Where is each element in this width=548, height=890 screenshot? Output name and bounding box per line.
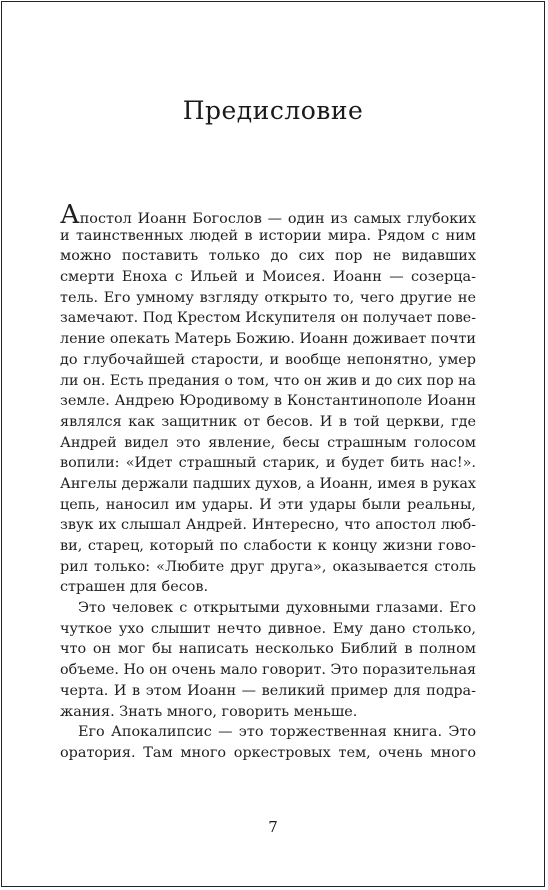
text-line: что он мог бы написать несколько Библий в полном xyxy=(60,641,476,658)
text-line: ление опекать Матерь Божию. Иоанн доживает почти xyxy=(60,331,476,348)
text-line: ли он. Есть предания о том, что он жив и до сих пор на xyxy=(60,372,476,389)
text-line: смерти Еноха с Ильей и Моисея. Иоанн — созерца- xyxy=(60,269,476,286)
text-line: являлся как защитник от бесов. И в той церкви, где xyxy=(60,413,476,430)
text-line: тель. Его умному взгляду открыто то, чего другие не xyxy=(60,289,476,306)
text-line: объеме. Но он очень мало говорит. Это поразительная xyxy=(60,662,476,679)
text-line: земле. Андрею Юродивому в Константинополе Иоанн xyxy=(60,393,476,410)
page-number: 7 xyxy=(268,818,278,836)
text-line: Ангелы держали падших духов, а Иоанн, имея в руках xyxy=(60,475,476,492)
book-page xyxy=(1,1,545,887)
text-line: чуткое ухо слышит нечто дивное. Ему дано столько, xyxy=(60,620,476,637)
text-line: Это человек с открытыми духовными глазами. Его xyxy=(78,600,476,617)
text-line: и таинственных людей в истории мира. Рядом с ним xyxy=(60,227,476,244)
text-line: можно поставить только до сих пор не видавших xyxy=(60,248,476,265)
body-text xyxy=(60,200,476,764)
text-line: ви, старец, который по слабости к концу жизни гово- xyxy=(60,538,476,554)
text-line: черта. И в этом Иоанн — великий пример для подра- xyxy=(60,682,476,699)
text-line: оратория. Там много оркестровых тем, очень много xyxy=(60,744,476,761)
text-line: страшен для бесов. xyxy=(60,579,209,596)
text-line: вопили: «Идет страшный старик, и будет бить нас!». xyxy=(60,455,476,472)
text-line: до глубочайшей старости, и вообще непонятно, умер xyxy=(60,351,476,368)
chapter-title: Предисловие xyxy=(182,96,364,125)
text-line: замечают. Под Крестом Искупителя он получает пове- xyxy=(60,310,476,327)
first-letter: А xyxy=(60,200,80,230)
text-line: Его Апокалипсис — это торжественная книга. Это xyxy=(78,724,476,741)
text-line: цепь, наносил им удары. И эти удары были реальны, xyxy=(60,496,476,513)
text-line: Апостол Иоанн Богослов — один из самых глубоких xyxy=(60,200,476,230)
text-line: Андрей видел это явление, бесы страшным голосом xyxy=(60,434,476,451)
text-line: звук их слышал Андрей. Интересно, что апостол люб- xyxy=(60,517,476,534)
text-line: рил только: «Любите друг друга», оказывается столь xyxy=(60,558,476,575)
text-line: жания. Знать много, говорить меньше. xyxy=(60,703,358,720)
